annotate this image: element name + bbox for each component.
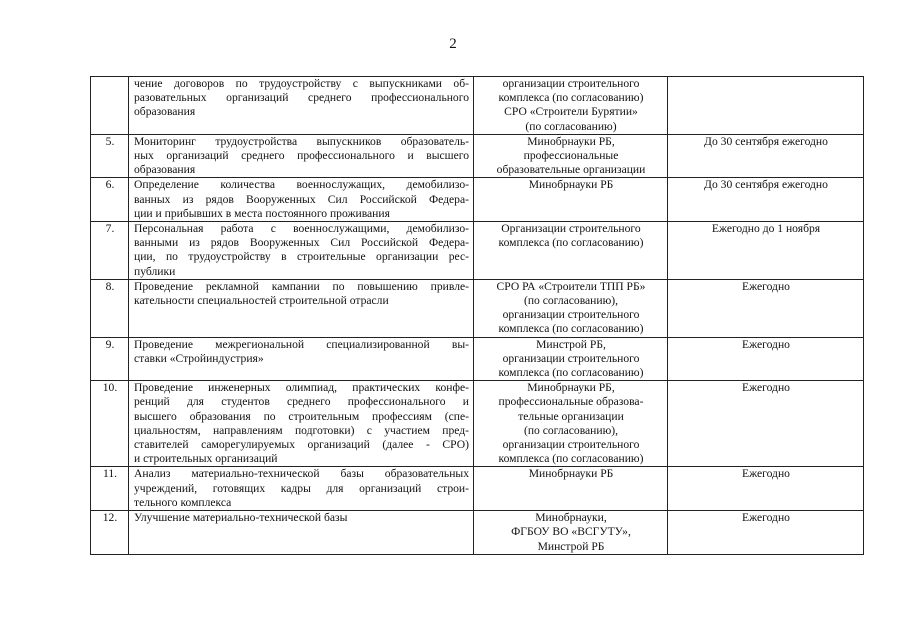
responsible-parties (474, 178, 668, 222)
description-line: ренций для студентов среднего профессионального и (134, 395, 469, 409)
description-line: образования (134, 105, 196, 119)
description-line: Улучшение материально-технической базы (134, 511, 348, 525)
table-row (91, 381, 864, 467)
description-line: циальностям, направлениям подготовки) с участием пред- (134, 423, 469, 437)
description-line: и строительных организаций (134, 452, 278, 466)
activity-description (129, 467, 474, 511)
activity-description (129, 77, 474, 135)
activity-description (129, 381, 474, 467)
responsible-parties (474, 511, 668, 555)
responsible-parties (474, 279, 668, 337)
responsible-parties (474, 134, 668, 178)
responsible-line: (по согласованию), (523, 423, 619, 437)
description-line: Проведение межрегиональной специализированной вы- (134, 337, 469, 351)
row-number (91, 77, 129, 135)
responsible-line: Минобрнауки РБ, (527, 381, 615, 395)
description-line: учреждений, готовящих кадры для организаций строи- (134, 481, 469, 495)
table-row (91, 77, 864, 135)
responsible-parties (474, 222, 668, 280)
description-line: Анализ материально-технической базы образовательных (134, 467, 469, 481)
responsible-parties (474, 337, 668, 381)
description-line: Персональная работа с военнослужащими, демобилизо- (134, 222, 469, 236)
responsible-line: комплекса (по согласованию) (498, 322, 644, 336)
responsible-line: организации строительного (502, 438, 640, 452)
table-row (91, 511, 864, 555)
responsible-line: Минстрой РБ (537, 539, 605, 553)
table-row (91, 178, 864, 222)
row-number: 10. (91, 381, 129, 467)
description-line: чение договоров по трудоустройству с выпускниками об- (134, 77, 469, 90)
table-row (91, 134, 864, 178)
description-line: Проведение рекламной кампании по повышению привле- (134, 279, 469, 293)
responsible-line: профессиональные (523, 149, 619, 163)
responsible-line: Минобрнауки РБ (528, 178, 614, 192)
table-row (91, 279, 864, 337)
description-line: публики (134, 264, 176, 278)
responsible-line: комплекса (по согласованию) (498, 236, 644, 250)
responsible-line: Минобрнауки, (535, 511, 607, 525)
responsible-line: (по согласованию) (525, 119, 617, 133)
table-row (91, 337, 864, 381)
page-number: 2 (449, 36, 457, 52)
deadline: Ежегодно (668, 467, 864, 511)
plan-table (90, 76, 864, 555)
deadline: Ежегодно (668, 511, 864, 555)
responsible-line: Минстрой РБ, (536, 337, 606, 351)
row-number: 12. (91, 511, 129, 555)
activity-description (129, 511, 474, 555)
responsible-line: организации строительного (502, 308, 640, 322)
deadline: Ежегодно до 1 ноября (668, 222, 864, 280)
description-line: Проведение инженерных олимпиад, практических конфе- (134, 381, 469, 395)
activity-description (129, 222, 474, 280)
activity-description (129, 337, 474, 381)
responsible-line: СРО РА «Строители ТПП РБ» (496, 279, 646, 293)
plan-table-body (91, 77, 864, 555)
activity-description (129, 178, 474, 222)
responsible-line: комплекса (по согласованию) (498, 366, 644, 380)
description-line: высшего образования по строительным профессиям (спе- (134, 409, 469, 423)
responsible-line: тельные организации (518, 409, 624, 423)
responsible-line: комплекса (по согласованию) (498, 452, 644, 466)
deadline: До 30 сентября ежегодно (668, 134, 864, 178)
activity-description (129, 134, 474, 178)
responsible-line: (по согласованию), (523, 294, 619, 308)
row-number: 8. (91, 279, 129, 337)
description-line: образования (134, 163, 196, 177)
row-number: 11. (91, 467, 129, 511)
table-row (91, 467, 864, 511)
description-line: ванными из рядов Вооруженных Сил Российской Федера- (134, 236, 469, 250)
description-line: Мониторинг трудоустройства выпускников образователь- (134, 134, 469, 148)
activity-description (129, 279, 474, 337)
responsible-line: СРО «Строители Бурятии» (504, 105, 638, 119)
responsible-line: образовательные организации (496, 163, 646, 177)
description-line: ванных из рядов Вооруженных Сил Российской Федера- (134, 192, 469, 206)
responsible-parties (474, 77, 668, 135)
description-line: ных организаций среднего профессионального и высшего (134, 149, 469, 163)
responsible-line: профессиональные образова- (498, 395, 644, 409)
responsible-line: организации строительного (502, 77, 640, 90)
responsible-parties (474, 381, 668, 467)
deadline: Ежегодно (668, 381, 864, 467)
description-line: ции, по трудоустройству в строительные организации рес- (134, 250, 469, 264)
row-number: 7. (91, 222, 129, 280)
responsible-line: комплекса (по согласованию) (498, 91, 644, 105)
deadline (668, 77, 864, 135)
row-number: 9. (91, 337, 129, 381)
description-line: тельного комплекса (134, 495, 232, 509)
responsible-line: Организации строительного (501, 222, 641, 236)
responsible-line: ФГБОУ ВО «ВСГУТУ», (511, 525, 631, 539)
description-line: разовательных организаций среднего профессионального (134, 91, 469, 105)
description-line: ставителей саморегулируемых организаций (далее - СРО) (134, 438, 469, 452)
row-number: 5. (91, 134, 129, 178)
description-line: ции и прибывших в места постоянного проживания (134, 206, 390, 220)
deadline: Ежегодно (668, 279, 864, 337)
row-number: 6. (91, 178, 129, 222)
deadline: До 30 сентября ежегодно (668, 178, 864, 222)
table-row (91, 222, 864, 280)
deadline: Ежегодно (668, 337, 864, 381)
description-line: Определение количества военнослужащих, демобилизо- (134, 178, 469, 192)
responsible-line: Минобрнауки РБ (528, 467, 614, 481)
responsible-line: организации строительного (502, 351, 640, 365)
description-line: кательности специальностей строительной отрасли (134, 294, 389, 308)
responsible-line: Минобрнауки РБ, (527, 134, 615, 148)
description-line: ставки «Стройиндустрия» (134, 351, 264, 365)
responsible-parties (474, 467, 668, 511)
